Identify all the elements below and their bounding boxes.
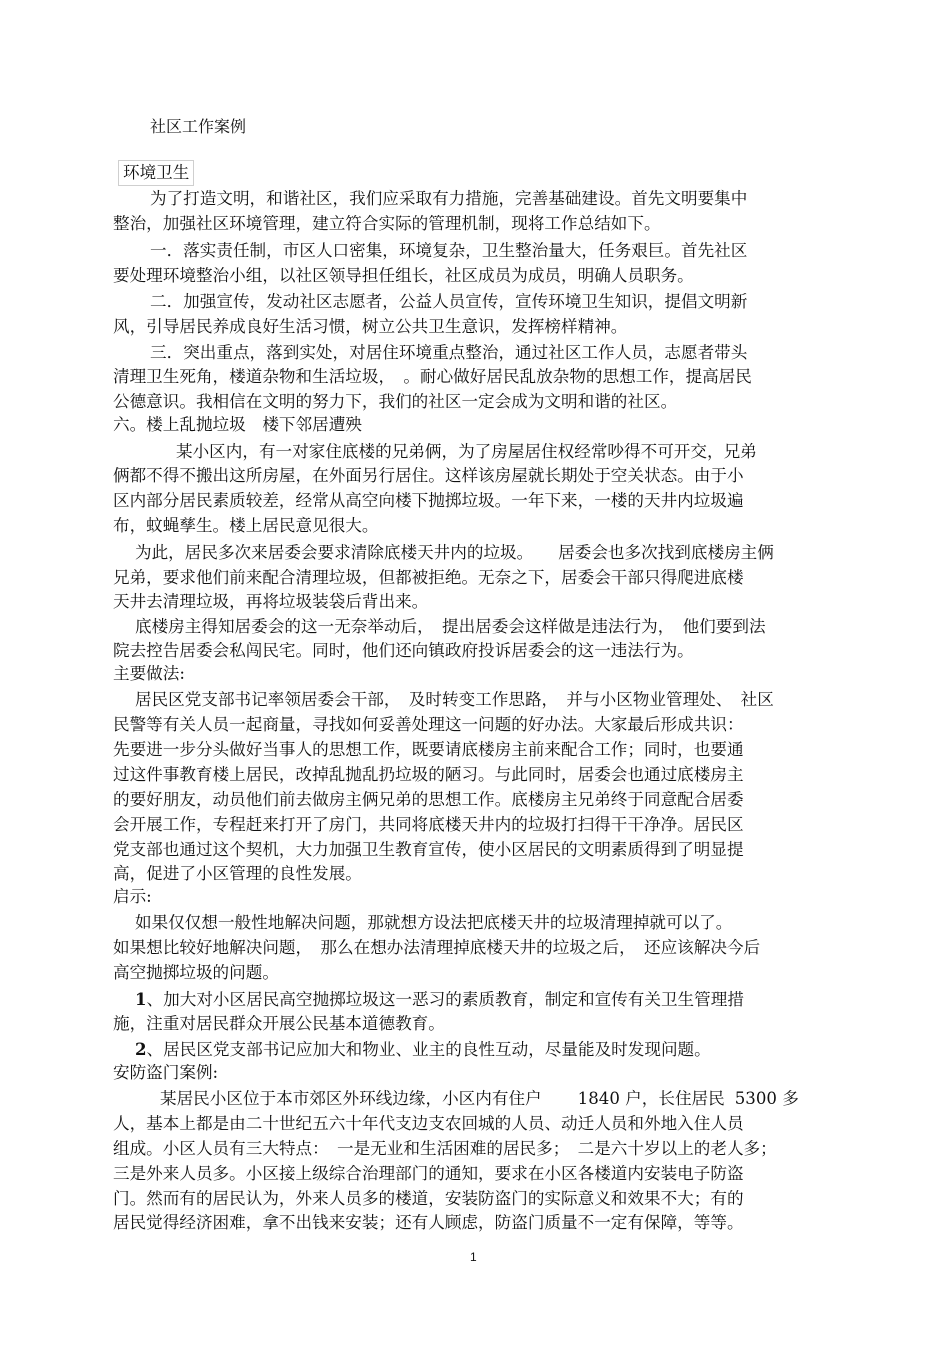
page-number: 1 [470,1250,477,1264]
paragraph-line: 党支部也通过这个契机，大力加强卫生教育宣传，使小区居民的文明素质得到了明显提 [113,840,744,859]
paragraph-line: 公德意识。我相信在文明的努力下，我们的社区一定会成为文明和谐的社区。 [113,392,678,411]
paragraph-line: 高，促进了小区管理的良性发展。 [113,864,362,883]
paragraph-line: 清理卫生死角，楼道杂物和生活垃圾， 。耐心做好居民乱放杂物的思想工作，提高居民 [113,367,752,386]
paragraph-line: 居民区党支部书记率领居委会干部， 及时转变工作思路， 并与小区物业管理处、 社区 [135,690,774,709]
document-title: 社区工作案例 [150,117,247,136]
paragraph-line: 如果想比较好地解决问题， 那么在想办法清理掉底楼天井的垃圾之后， 还应该解决今后 [113,938,761,957]
paragraph-line: 人，基本上都是由二十世纪五六十年代支边支农回城的人员、动迁人员和外地入住人员 [113,1114,744,1133]
paragraph-line: 底楼房主得知居委会的这一无奈举动后， 提出居委会这样做是违法行为， 他们要到法 [135,617,766,636]
paragraph-line: 天井去清理垃圾，再将垃圾装袋后背出来。 [113,592,429,611]
paragraph-line: 民警等有关人员一起商量，寻找如何妥善处理这一问题的好办法。大家最后形成共识： [113,715,744,734]
paragraph-line: 兄弟，要求他们前来配合清理垃圾，但都被拒绝。无奈之下，居委会干部只得爬进底楼 [113,568,744,587]
item-number: 2 [135,1039,147,1059]
text-segment: 某居民小区位于本市郊区外环线边缘，小区内有住户 [160,1089,542,1108]
section-heading-method: 主要做法: [113,664,185,683]
section-heading-security: 安防盗门案例: [113,1063,219,1082]
paragraph-line: 布，蚊蝇孳生。楼上居民意见很大。 [113,516,379,535]
paragraph-line: 要处理环境整治小组，以社区领导担任组长，社区成员为成员，明确人员职务。 [113,266,694,285]
paragraph-line: 过这件事教育楼上居民，改掉乱抛乱扔垃圾的陋习。与此同时，居委会也通过底楼房主 [113,765,744,784]
numbered-item-2 [135,1037,711,1062]
paragraph-line: 整治，加强社区环境管理，建立符合实际的管理机制，现将工作总结如下。 [113,214,661,233]
text-segment: 1840 户，长住居民 [577,1089,725,1108]
paragraph-line: 一．落实责任制，市区人口密集，环境复杂，卫生整治量大，任务艰巨。首先社区 [150,241,748,260]
paragraph-line: 院去控告居委会私闯民宅。同时，他们还向镇政府投诉居委会的这一违法行为。 [113,641,694,660]
text-segment: 5300 多 [734,1089,799,1108]
paragraph-line: 组成。小区人员有三大特点： 一是无业和生活困难的居民多； 二是六十岁以上的老人多； [113,1139,777,1158]
section-heading-environment: 环境卫生 [118,160,194,186]
paragraph-line: 为此，居民多次来居委会要求清除底楼天井内的垃圾。 居委会也多次找到底楼房主俩 [135,543,774,562]
case-heading: 六。楼上乱抛垃圾 楼下邻居遭殃 [113,415,362,434]
paragraph-line [160,1086,799,1111]
item-text: 、加大对小区居民高空抛掷垃圾这一恶习的素质教育，制定和宣传有关卫生管理措 [146,990,744,1009]
paragraph-line: 三是外来人员多。小区接上级综合治理部门的通知，要求在小区各楼道内安装电子防盗 [113,1164,744,1183]
paragraph-line: 高空抛掷垃圾的问题。 [113,963,279,982]
paragraph-line: 先要进一步分头做好当事人的思想工作，既要请底楼房主前来配合工作；同时，也要通 [113,740,744,759]
paragraph-line: 的要好朋友，动员他们前去做房主俩兄弟的思想工作。底楼房主兄弟终于同意配合居委 [113,790,744,809]
item-number: 1 [135,989,147,1009]
item-text: 、居民区党支部书记应加大和物业、业主的良性互动，尽量能及时发现问题。 [146,1040,711,1059]
paragraph-line: 三．突出重点，落到实处，对居住环境重点整治，通过社区工作人员，志愿者带头 [150,343,748,362]
paragraph-line: 俩都不得不搬出这所房屋，在外面另行居住。这样该房屋就长期处于空关状态。由于小 [113,466,744,485]
paragraph-line: 区内部分居民素质较差，经常从高空向楼下抛掷垃圾。一年下来，一楼的天井内垃圾遍 [113,491,744,510]
paragraph-line: 某小区内，有一对家住底楼的兄弟俩，为了房屋居住权经常吵得不可开交，兄弟 [176,442,757,461]
section-heading-insight: 启示: [113,887,152,906]
numbered-item-1 [135,987,744,1012]
paragraph-line: 二．加强宣传，发动社区志愿者，公益人员宣传，宣传环境卫生知识，提倡文明新 [150,292,748,311]
paragraph-line: 施，注重对居民群众开展公民基本道德教育。 [113,1014,445,1033]
paragraph-line: 如果仅仅想一般性地解决问题，那就想方设法把底楼天井的垃圾清理掉就可以了。 [135,913,733,932]
paragraph-line: 风，引导居民养成良好生活习惯，树立公共卫生意识，发挥榜样精神。 [113,317,628,336]
paragraph-line: 为了打造文明，和谐社区，我们应采取有力措施，完善基础建设。首先文明要集中 [150,189,748,208]
paragraph-line: 会开展工作，专程赶来打开了房门，共同将底楼天井内的垃圾打扫得干干净净。居民区 [113,815,744,834]
paragraph-line: 门。然而有的居民认为，外来人员多的楼道，安装防盗门的实际意义和效果不大；有的 [113,1189,744,1208]
paragraph-line: 居民觉得经济困难，拿不出钱来安装；还有人顾虑，防盗门质量不一定有保障，等等。 [113,1213,744,1232]
